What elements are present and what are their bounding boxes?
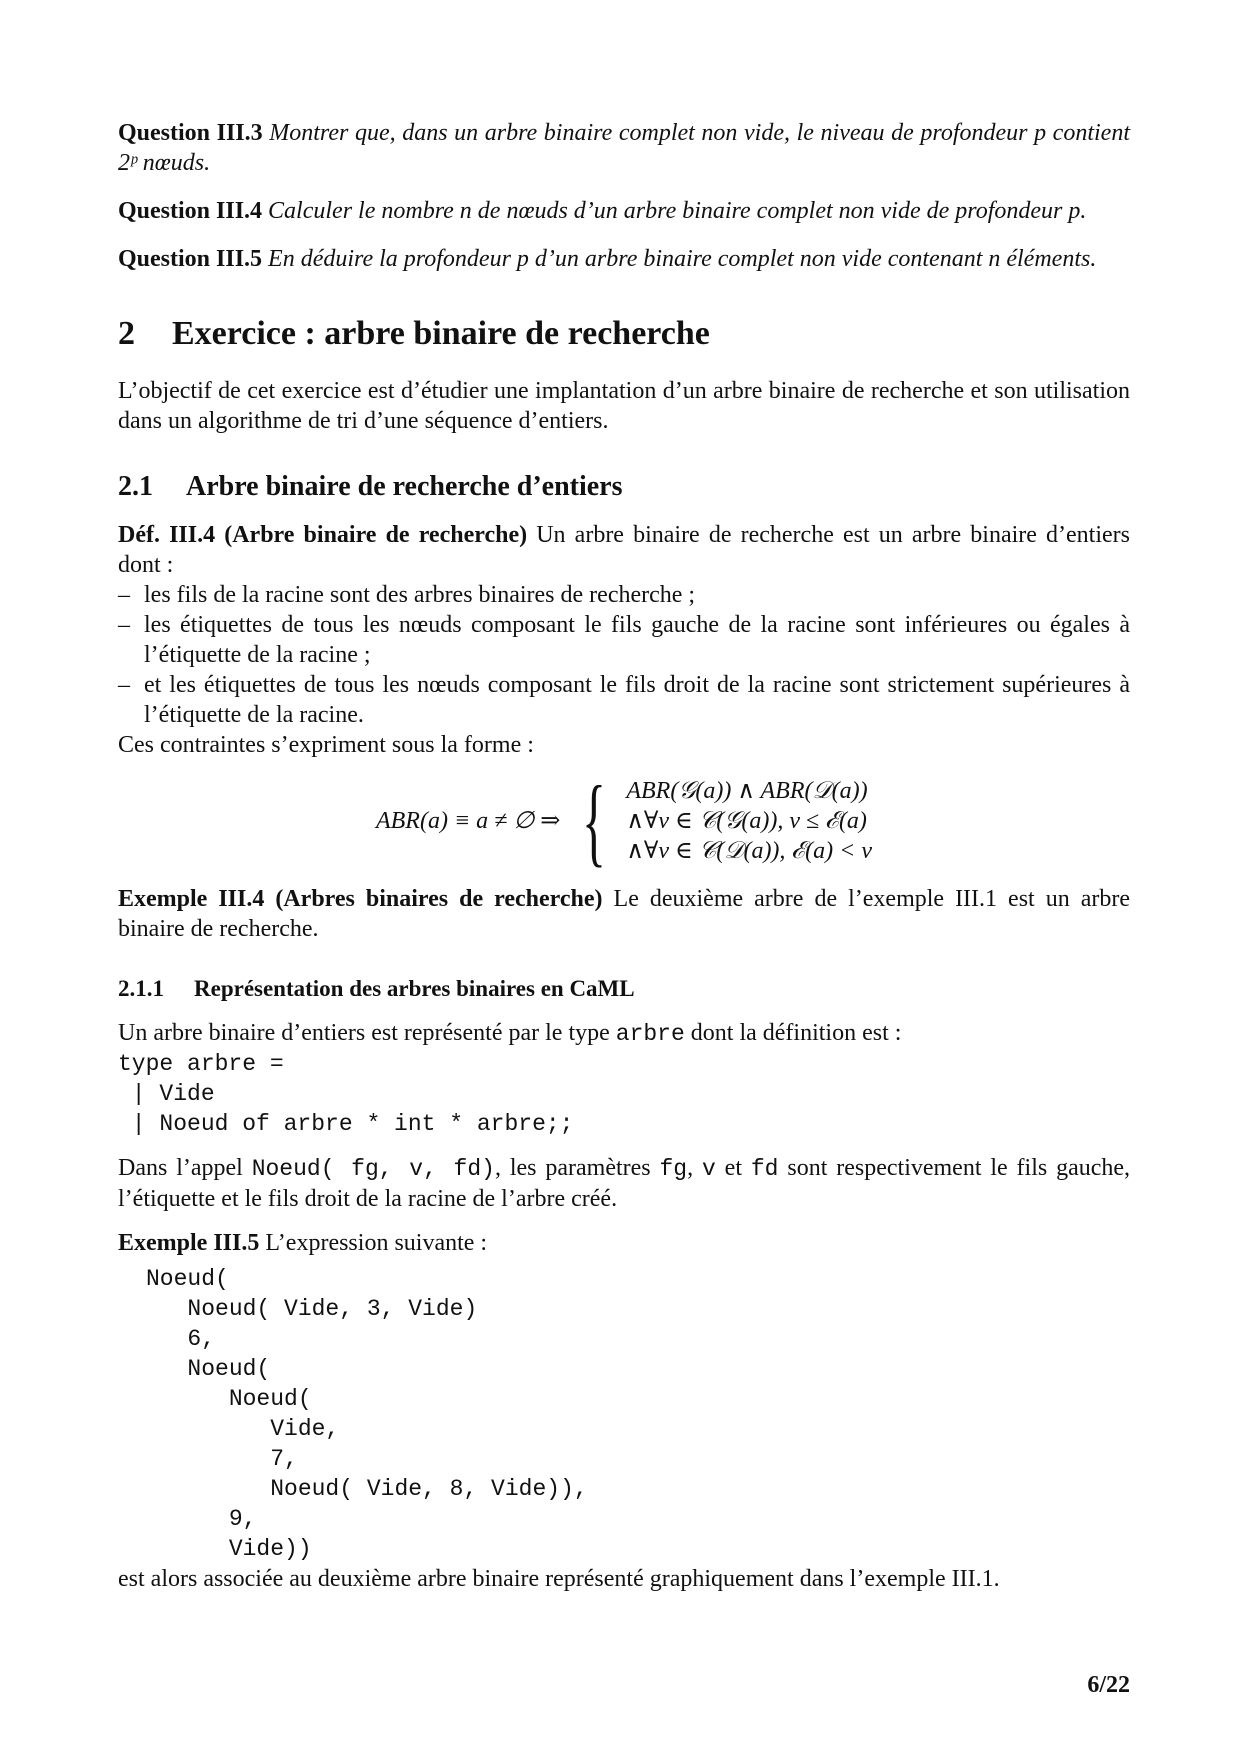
question-III-3 (118, 118, 1130, 178)
type-definition-code: type arbre = | Vide | Noeud of arbre * int * arbre;; (118, 1051, 574, 1137)
page-content (118, 118, 1130, 1594)
example-label: Exemple III.5 (118, 1230, 260, 1256)
section-number: 2 (118, 315, 135, 352)
repr-paragraph (118, 1018, 1130, 1049)
param-code: v (701, 1156, 716, 1182)
list-item: – les étiquettes de tous les nœuds composant le fils gauche de la racine sont inférieures ou égales à l’étiquette de la racine ; (118, 610, 1130, 670)
example-III-5 (118, 1228, 1130, 1258)
example-III-4 (118, 884, 1130, 944)
example-text: Le deuxième arbre de l’exemple III.1 est un arbre binaire de recherche. (118, 886, 1130, 942)
call-text: sont respectivement le fils gauche, l’étiquette et le fils droit de la racine de l’arbre créé. (118, 1155, 1131, 1212)
call-code: Noeud( fg, v, fd) (251, 1156, 495, 1182)
subsubsection-number: 2.1.1 (118, 976, 164, 1001)
question-text: Montrer que, dans un arbre binaire complet non vide, le niveau de profondeur p contient 2ᵖ nœuds. (118, 120, 1130, 176)
definition-paragraph (118, 520, 1130, 580)
formula-case: ∧∀v ∈ 𝒞(𝒢(a)), v ≤ ℰ(a) (626, 808, 867, 834)
formula-cases (626, 776, 872, 866)
call-text: , (687, 1155, 694, 1181)
formula-lhs: ABR(a) ≡ a ≠ ∅ ⇒ (375, 808, 561, 834)
repr-text-post: dont la définition est : (690, 1020, 902, 1046)
call-text: et (724, 1155, 742, 1181)
definition-label: Déf. III.4 (Arbre binaire de recherche) (118, 522, 528, 548)
question-text: Calculer le nombre n de nœuds d’un arbre binaire complet non vide de profondeur p. (268, 198, 1087, 224)
question-text: En déduire la profondeur p d’un arbre binaire complet non vide contenant n éléments. (268, 246, 1097, 272)
param-code: fg (659, 1156, 688, 1182)
intro-paragraph: L’objectif de cet exercice est d’étudier une implantation d’un arbre binaire de recherche et son utilisation dans un algorithme de tri d’une séquence d’entiers. (118, 378, 1130, 434)
example-label: Exemple III.4 (Arbres binaires de recherche) (118, 886, 603, 912)
constraints-intro: Ces contraintes s’expriment sous la forme : (118, 732, 534, 758)
example-text: L’expression suivante : (265, 1230, 488, 1256)
formula-case: ABR(𝒢(a)) ∧ ABR(𝒟(a)) (626, 778, 868, 804)
list-item: – et les étiquettes de tous les nœuds composant le fils droit de la racine sont strictement supérieures à l’étiquette de la racine. (118, 670, 1130, 730)
section-title: Exercice : arbre binaire de recherche (172, 315, 710, 352)
call-text: , les paramètres (494, 1155, 651, 1181)
question-label: Question III.5 (118, 246, 263, 272)
subsection-number: 2.1 (118, 471, 153, 502)
page-number: 6/22 (1087, 1672, 1130, 1698)
abr-formula (118, 765, 1130, 876)
left-brace-icon: { (582, 765, 607, 876)
example-conclusion: est alors associée au deuxième arbre binaire représenté graphiquement dans l’exemple III.1. (118, 1566, 1000, 1592)
type-name-code: arbre (615, 1021, 685, 1047)
question-label: Question III.4 (118, 198, 263, 224)
definition-list (118, 580, 1130, 730)
list-item: – les fils de la racine sont des arbres binaires de recherche ; (118, 580, 1130, 610)
question-label: Question III.3 (118, 120, 263, 146)
subsubsection-heading (118, 974, 1130, 1004)
call-text: Dans l’appel (118, 1155, 243, 1181)
expression-code: Noeud( Noeud( Vide, 3, Vide) 6, Noeud( Noeud( Vide, 7, Noeud( Vide, 8, Vide)), 9, Vide)) (146, 1266, 588, 1562)
subsubsection-title: Représentation des arbres binaires en CaML (194, 976, 635, 1001)
question-III-5 (118, 244, 1130, 274)
param-code: fd (750, 1156, 779, 1182)
subsection-title: Arbre binaire de recherche d’entiers (186, 471, 623, 502)
formula-case: ∧∀v ∈ 𝒞(𝒟(a)), ℰ(a) < v (626, 838, 873, 864)
subsection-heading (118, 470, 1130, 504)
call-paragraph (118, 1153, 1130, 1214)
question-III-4 (118, 196, 1130, 226)
repr-text-pre: Un arbre binaire d’entiers est représenté par le type (118, 1020, 610, 1046)
section-heading (118, 314, 1130, 354)
definition-text: Un arbre binaire de recherche est un arbre binaire d’entiers dont : (118, 522, 1131, 578)
